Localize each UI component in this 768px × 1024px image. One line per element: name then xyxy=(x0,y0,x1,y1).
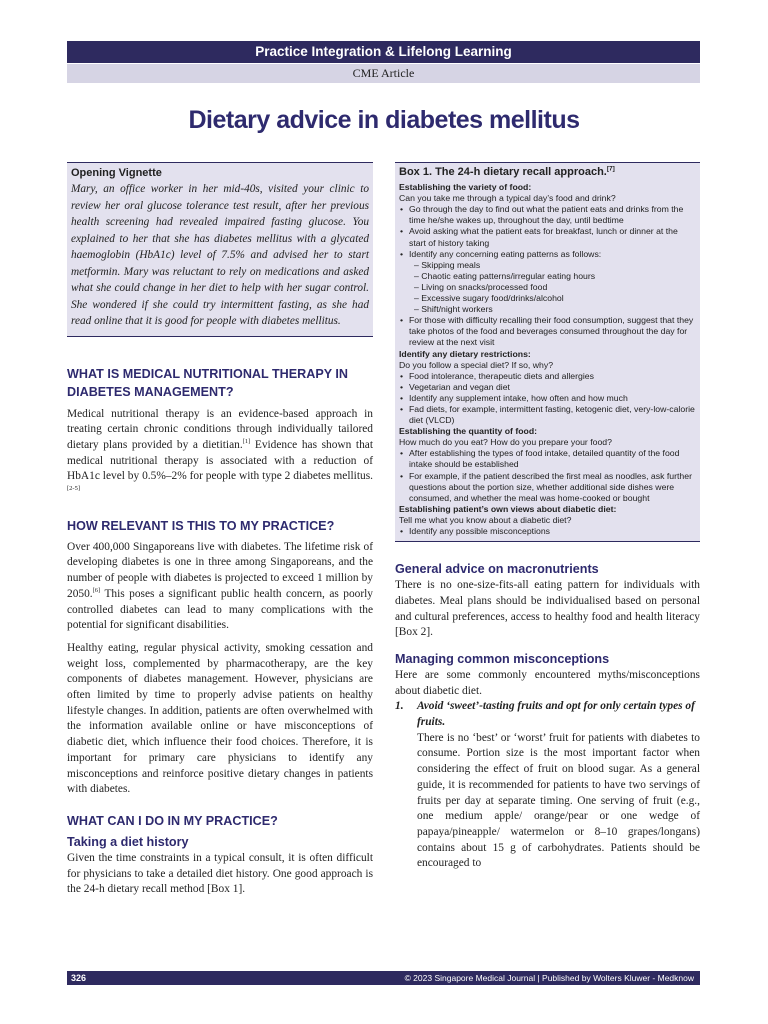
box-sub-item: – Chaotic eating patterns/irregular eating hours xyxy=(414,270,596,281)
mnt-paragraph xyxy=(67,407,373,501)
list-item xyxy=(395,699,700,872)
macronutrients-paragraph: There is no one-size-fits-all eating pattern for individuals with diabetes. Meal plans should be individualised based on personal and cultural preferences, access to healthy food and health literacy [Box 2]. xyxy=(395,579,700,639)
box-group-heading: Identify any dietary restrictions: xyxy=(399,348,531,359)
box-sub-item: – Shift/night workers xyxy=(414,304,493,315)
box-bullet: • Go through the day to find out what the patient eats and drinks from the time he/she wakes up, throughout the day, until bedtime xyxy=(399,204,696,226)
box-1-ref: [7] xyxy=(606,165,615,173)
diet-history-subheading: Taking a diet history xyxy=(67,834,189,849)
mnt-heading: WHAT IS MEDICAL NUTRITIONAL THERAPY IN DIABETES MANAGEMENT? xyxy=(67,366,349,399)
box-bullet: • For example, if the patient described the first meal as noodles, ask further questions about the portion size, whether additional side dishes were consumed, and whether the meal was home-cooked or bought xyxy=(399,471,696,504)
article-type-label: CME Article xyxy=(352,66,415,80)
macronutrients-heading: General advice on macronutrients xyxy=(395,562,599,577)
box-1 xyxy=(395,162,700,542)
page-number: 326 xyxy=(71,973,87,983)
box-group-question: Tell me what you know about a diabetic diet? xyxy=(399,514,572,525)
box-bullet: • After establishing the types of food intake, detailed quantity of the food intake should be established xyxy=(399,448,696,470)
practice-heading: WHAT CAN I DO IN MY PRACTICE? xyxy=(67,813,278,828)
box-group-heading: Establishing patient’s own views about diabetic diet: xyxy=(399,503,617,514)
page-footer xyxy=(67,971,700,985)
box-bullet: • Identify any supplement intake, how often and how much xyxy=(399,393,696,404)
relevance-ref: [6] xyxy=(92,587,101,595)
misconceptions-heading: Managing common misconceptions xyxy=(395,651,610,666)
relevance-heading: HOW RELEVANT IS THIS TO MY PRACTICE? xyxy=(67,518,335,533)
box-bullet: • Fad diets, for example, intermittent fasting, ketogenic diet, very-low-calorie diet (VLCD) xyxy=(399,404,696,426)
box-bullet: • Food intolerance, therapeutic diets and allergies xyxy=(399,371,696,382)
right-column xyxy=(395,162,700,872)
list-item-title: Avoid ‘sweet’-tasting fruits and opt for only certain types of fruits. xyxy=(417,700,695,729)
box-group-question: Can you take me through a typical day’s food and drink? xyxy=(399,193,616,204)
box-group-heading: Establishing the quantity of food: xyxy=(399,426,538,437)
misconceptions-intro: Here are some commonly encountered myths/misconceptions about diabetic diet. xyxy=(395,668,700,697)
list-item-number: 1. xyxy=(395,700,404,713)
box-bullet: • Identify any concerning eating patterns as follows: xyxy=(399,249,696,260)
article-type-banner xyxy=(67,64,700,83)
box-sub-item: – Skipping meals xyxy=(414,259,481,270)
box-sub-item: – Living on snacks/processed food xyxy=(414,281,548,292)
article-title: Dietary advice in diabetes mellitus xyxy=(188,106,580,134)
box-bullet: • Identify any possible misconceptions xyxy=(399,526,696,537)
box-group-question: Do you follow a special diet? If so, why? xyxy=(399,359,554,370)
box-group-question: How much do you eat? How do you prepare your food? xyxy=(399,437,612,448)
box-bullet: • Avoid asking what the patient eats for breakfast, lunch or dinner at the start of history taking xyxy=(399,226,696,248)
misconceptions-list xyxy=(395,699,700,872)
opening-vignette xyxy=(67,162,373,337)
mnt-ref-1: [1] xyxy=(242,438,251,446)
section-banner xyxy=(67,41,700,63)
box-group-heading: Establishing the variety of food: xyxy=(399,182,532,193)
vignette-text: Mary, an office worker in her mid-40s, visited your clinic to review her oral glucose tolerance test result, after her previous health screening had revealed impaired fasting glucose. You explained to her that she has diabetes mellitus with a glycated haemoglobin (HbA1c) level of 7.5% and advised her to start metformin. Mary was reluctant to rely on medications and asked what she could change in her diet to help with her sugar control. She wondered if she could try intermittent fasting, as she had read online that it is good for people with diabetes mellitus. xyxy=(71,183,369,327)
vignette-heading: Opening Vignette xyxy=(71,167,162,179)
left-column xyxy=(67,162,373,898)
mnt-text-a: Medical nutritional therapy is an evidence-based approach in treating certain chronic conditions through individually tailored dietary plans provided by a dietitian. xyxy=(67,407,373,451)
relevance-text-a: Over 400,000 Singaporeans live with diabetes. The lifetime risk of developing diabetes is one in three among Singaporeans, and the number of people with diabetes is projected to exceed 1 million by 2050. xyxy=(67,540,373,600)
section-banner-label: Practice Integration & Lifelong Learning xyxy=(255,44,512,59)
box-sub-item: – Excessive sugary food/drinks/alcohol xyxy=(414,293,564,304)
relevance-paragraph-1 xyxy=(67,540,373,634)
mnt-text-b: Evidence has shown that medical nutritional therapy is associated with a reduction of HbA1c level by 0.5%–2% for people with type 2 diabetes mellitus. xyxy=(67,438,373,483)
copyright-notice: © 2023 Singapore Medical Journal | Published by Wolters Kluwer - Medknow xyxy=(404,973,694,983)
relevance-text-b: This poses a significant public health concern, as poorly controlled diabetes can lead to many complications with the potential for significant disabilities. xyxy=(67,587,373,632)
list-item-body: There is no ‘best’ or ‘worst’ fruit for patients with diabetes to consume. Portion size is the most important factor when considering the effect of fruit on blood sugar. As a general guide, it is recommended for patients to have two servings of fruits per day at separate timing. One serving of fruit (e.g., one medium apple/ orange/pear or one wedge of papaya/pineapple/ watermelon or 8–10 grapes/longans) contains about 15 g of carbohydrates. Patients should be encouraged to xyxy=(417,731,700,870)
box-bullet: • For those with difficulty recalling their food consumption, suggest that they take photos of the food and beverages consumed throughout the day for review at the next visit xyxy=(399,315,696,348)
mnt-ref-2: [2-5] xyxy=(67,485,80,493)
relevance-paragraph-2: Healthy eating, regular physical activity, smoking cessation and weight loss, complemented by pharmacotherapy, are the key components of diabetes management. However, physicians are often limited by time to properly advise patients on healthy lifestyle changes. In addition, patients are often overwhelmed with the information available online or have misconceptions of diabetic diet, which influence their food choices. Therefore, it is important for primary care physicians to identify any misconceptions and reinforce positive dietary changes in patients with diabetes. xyxy=(67,641,373,796)
diet-history-paragraph: Given the time constraints in a typical consult, it is often difficult for physicians to take a detailed diet history. One good approach is the 24-h dietary recall method [Box 1]. xyxy=(67,851,373,896)
box-1-title-text: Box 1. The 24-h dietary recall approach. xyxy=(399,166,607,178)
box-1-title xyxy=(399,167,696,178)
box-bullet: • Vegetarian and vegan diet xyxy=(399,382,696,393)
